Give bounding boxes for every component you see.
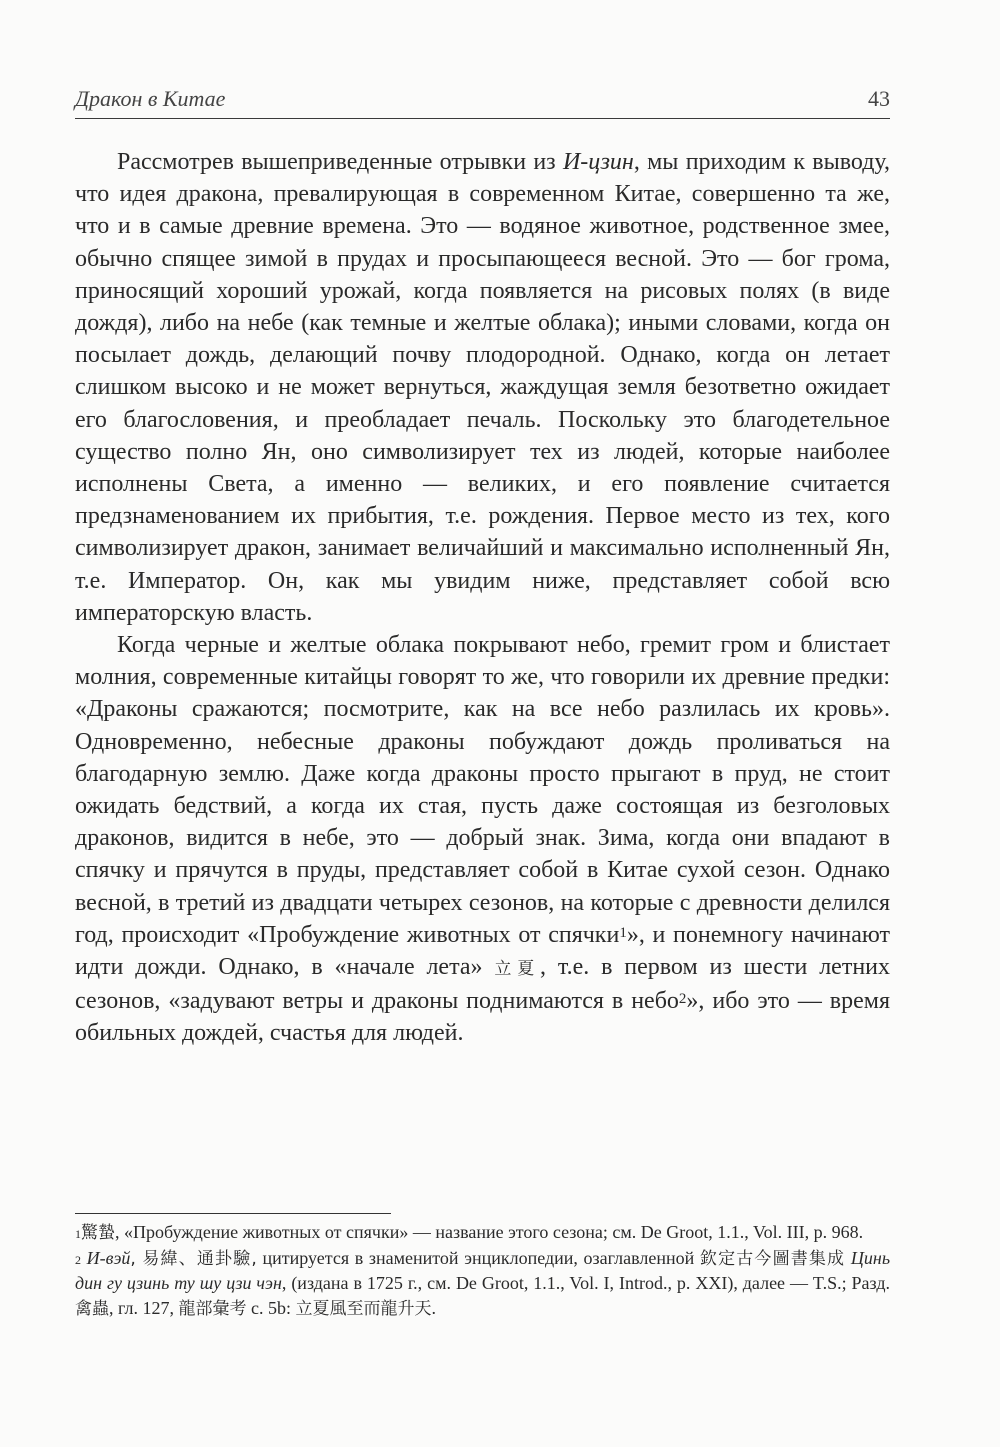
footnote-separator [75,1213,391,1214]
text-run: Рассмотрев вышеприведенные отрывки из [117,149,563,175]
page-number: 43 [868,86,890,111]
text-run: , мы приходим к выводу, что идея дракона, превалирующая в современном Китае, совершенно та же, что и в самые древние времена. Это — водяное животное, родственное змее, обычно спящее зимой в прудах и просыпающееся весной. Это — бог грома, приносящий хороший урожай, когда появляется на рисовых полях (в виде дождя), либо на небе (как темные и желтые облака); иными словами, когда он посылает дождь, делающий почву плодородной. Однако, когда он летает слишком высоко и не может вернуться, жаждущая земля безответно ожидает его благословения, и преобладает печаль. Поскольку это благодетельное существо полно Ян, оно символизирует тех из людей, которые наиболее исполнены Света, а именно — великих, и его появление считается предзнаменованием их прибытия, т.е. рождения. Первое место из тех, кого символизирует дракон, занимает величайший и максимально исполненный Ян, т.е. Император. Он, как мы увидим ниже, представляет собой всю императорскую власть. [75,149,890,626]
running-title: Дракон в Китае [75,86,226,111]
main-text [75,146,890,1050]
footnote-ref-2[interactable]: 2 [678,991,687,1008]
footnote-mark: 1 [75,1227,81,1241]
paragraph-2 [75,629,890,1050]
chinese-characters: 立夏 [494,959,541,980]
footnote-1 [75,1220,890,1246]
footnote-mark: 2 [75,1252,81,1267]
italic-title: Цинь дин гу цзинь ту шу цзи чэн [75,1247,891,1293]
chinese-characters: 欽定古今圖書集成 [699,1248,846,1269]
italic-title: И-цзин [562,149,634,175]
paragraph-1 [75,146,890,629]
footnote-text: с. 5b: [246,1297,296,1318]
chinese-characters: 龍部彙考 [178,1298,247,1319]
footnote-2 [75,1246,890,1322]
running-header [75,82,890,119]
text-run: », и понемногу начинают идти дожди. Однако, в «начале лета» [75,921,890,981]
chinese-characters: 立夏風至而龍升天 [295,1298,432,1319]
footnote-text: , гл. 127, [109,1297,179,1318]
footnote-ref-1[interactable]: 1 [619,924,627,941]
chinese-characters: 禽蟲 [75,1298,109,1319]
chinese-characters: , 易緯、通卦驗, [130,1248,257,1269]
footnote-text: . [431,1297,436,1318]
footnotes [75,1220,890,1321]
text-run: , т.е. в первом из шести летних сезонов, «задувают ветры и драконы поднимаются в небо [75,954,891,1015]
footnote-text: цитируется в знаменитой энциклопедии, озаглавленной [256,1247,700,1268]
footnote-text: , «Пробуждение животных от спячки» — название этого сезона; см. De Groot, 1.1., Vol. III, p. 968. [115,1222,864,1242]
text-run: Когда черные и желтые облака покрывают небо, гремит гром и блистает молния, современные китайцы говорят то же, что говорили их древние предки: «Драконы сражаются; посмотрите, как на все небо разлилась их кровь». Одновременно, небесные драконы побуждают дождь проливаться на благодарную землю. Даже когда драконы просто прыгают в пруд, не стоит ожидать бедствий, а когда их стая, пусть даже состоящая из безголовых драконов, видится в небе, это — добрый знак. Зима, когда они впадают в спячку и прячутся в пруды, представляет собой в Китае сухой сезон. Однако весной, в третий из двадцати четырех сезонов, на которые с древности делился год, происходит «Пробуждение животных от спячки [75,632,890,948]
italic-title: И-вэй [86,1247,131,1268]
text-run: », ибо это — время обильных дождей, счастья для людей. [75,988,890,1047]
footnote-text: , (издана в 1725 г., см. De Groot, 1.1., Vol. I, Introd., p. XXI), далее — T.S.; Разд. [281,1273,890,1293]
chinese-characters: 驚蟄 [81,1223,115,1243]
